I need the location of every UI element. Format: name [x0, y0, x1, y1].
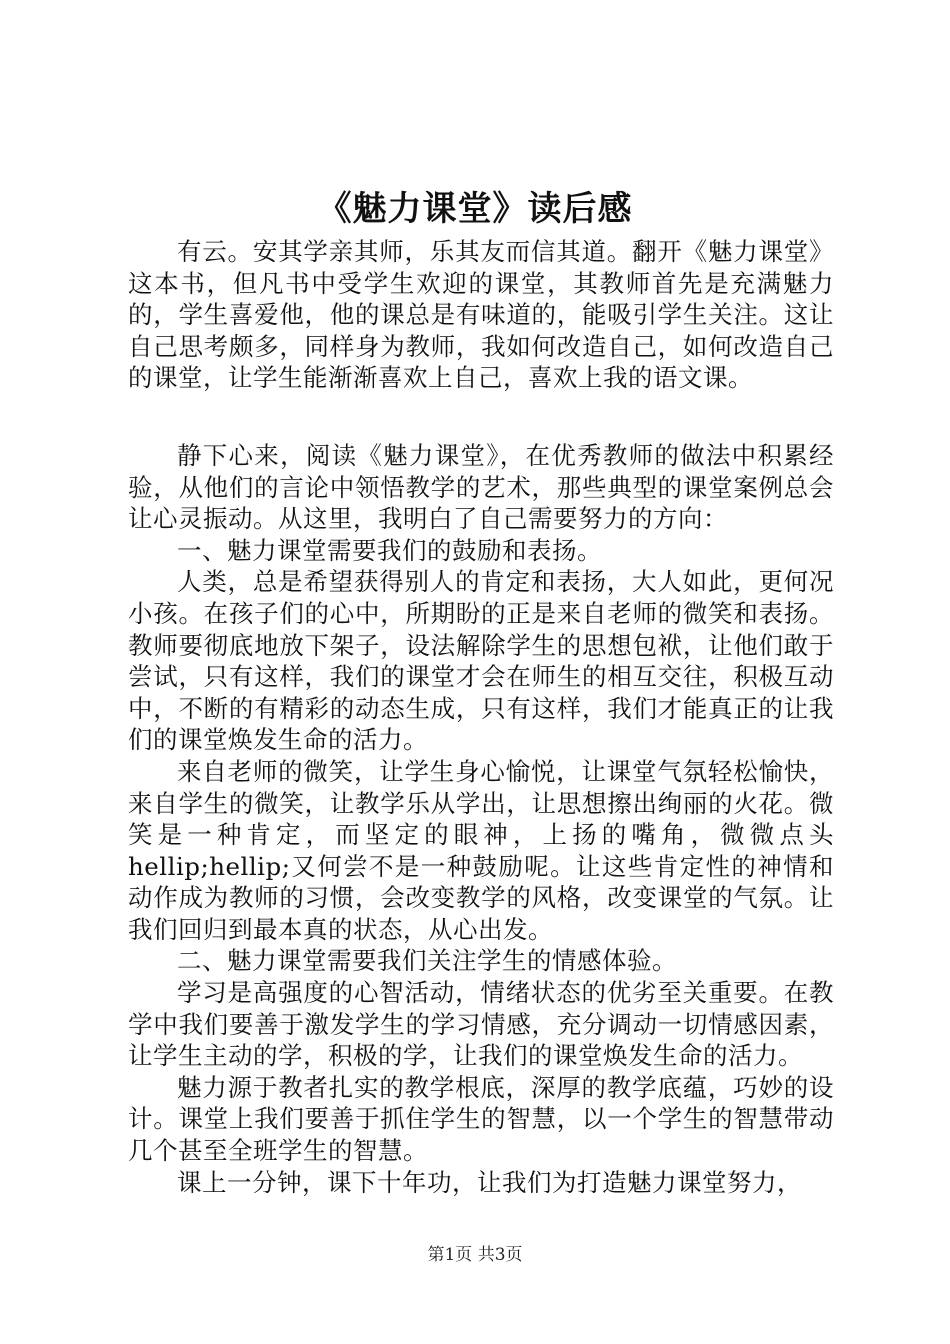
page-footer: 第1页 共3页 [427, 1245, 523, 1265]
document-body [128, 236, 834, 1198]
paragraph-smile: 来自老师的微笑，让学生身心愉悦，让课堂气氛轻松愉快，来自学生的微笑，让教学乐从学出，让思想擦出绚丽的火花。微笑是一种肯定，而坚定的眼神，上扬的嘴角，微微点头hellip;hellip;又何尝不是一种鼓励呢。让这些肯定性的神情和动作成为教师的习惯，会改变教学的风格，改变课堂的气氛。让我们回归到最本真的状态，从心出发。 [128, 756, 834, 944]
section-heading-1: 一、魅力课堂需要我们的鼓励和表扬。 [177, 535, 602, 565]
paragraph-closing: 课上一分钟，课下十年功，让我们为打造魅力课堂努力， [177, 1167, 802, 1197]
paragraph-praise: 人类，总是希望获得别人的肯定和表扬，大人如此，更何况小孩。在孩子们的心中，所期盼的正是来自老师的微笑和表扬。教师要彻底地放下架子，设法解除学生的思想包袱，让他们敢于尝试，只有这样，我们的课堂才会在师生的相互交往，积极互动中，不断的有精彩的动态生成，只有这样，我们才能真正的让我们的课堂焕发生命的活力。 [128, 567, 834, 755]
paragraph-charm-source: 魅力源于教者扎实的教学根底，深厚的教学底蕴，巧妙的设计。课堂上我们要善于抓住学生的智慧，以一个学生的智慧带动几个甚至全班学生的智慧。 [128, 1072, 834, 1166]
paragraph-intro: 有云。安其学亲其师，乐其友而信其道。翻开《魅力课堂》这本书，但凡书中受学生欢迎的课堂，其教师首先是充满魅力的，学生喜爱他，他的课总是有味道的，能吸引学生关注。这让自己思考颇多，同样身为教师，我如何改造自己，如何改造自己的课堂，让学生能渐渐喜欢上自己，喜欢上我的语文课。 [128, 237, 834, 393]
paragraph-emotion: 学习是高强度的心智活动，情绪状态的优劣至关重要。在教学中我们要善于激发学生的学习情感，充分调动一切情感因素，让学生主动的学，积极的学，让我们的课堂焕发生命的活力。 [128, 978, 834, 1071]
document-title: 《魅力课堂》读后感 [317, 189, 633, 229]
section-heading-2: 二、魅力课堂需要我们关注学生的情感体验。 [177, 946, 677, 976]
paragraph-reading: 静下心来，阅读《魅力课堂》，在优秀教师的做法中积累经验，从他们的言论中领悟教学的艺术，那些典型的课堂案例总会让心灵振动。从这里，我明白了自己需要努力的方向： [128, 440, 834, 534]
